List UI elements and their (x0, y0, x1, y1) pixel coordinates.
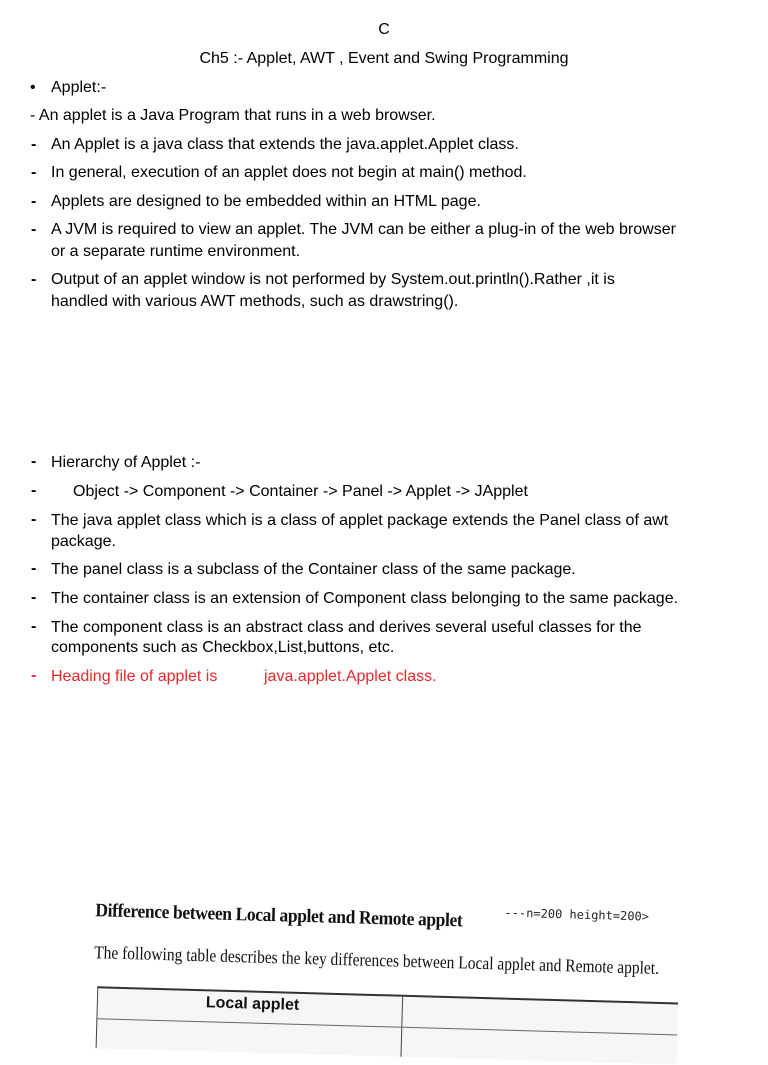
photo-sentence: The following table describes the key differences between Local applet and Remote applet. (93, 942, 660, 978)
dash-icon: - (31, 618, 37, 635)
hierarchy-point-cont: package. (51, 533, 116, 550)
dash-icon: - (31, 511, 37, 528)
comparison-table (96, 986, 679, 1064)
textbook-photo (86, 890, 690, 1047)
dash-icon: - (31, 193, 37, 210)
dash-icon: - (31, 667, 37, 684)
applet-point: Output of an applet window is not performed by System.out.println().Rather ,it is (51, 271, 615, 288)
hierarchy-point: The java applet class which is a class of applet package extends the Panel class of awt (51, 512, 669, 529)
applet-point: A JVM is required to view an applet. The JVM can be either a plug-in of the web browser (51, 221, 676, 238)
table-row-line (97, 1018, 677, 1035)
hierarchy-chain: Object -> Component -> Container -> Panel -> Applet -> JApplet (73, 483, 528, 500)
applet-point-cont: or a separate runtime environment. (51, 243, 301, 260)
chapter-title: Ch5 :- Applet, AWT , Event and Swing Programming (199, 50, 569, 67)
highlight-value: java.applet.Applet class. (264, 668, 437, 685)
dash-icon: - (31, 136, 37, 153)
dash-icon: - (31, 560, 37, 577)
section-heading-hierarchy: Hierarchy of Applet :- (51, 454, 201, 471)
photo-heading: Difference between Local applet and Remote applet (95, 900, 463, 932)
applet-point: An Applet is a java class that extends the java.applet.Applet class. (51, 136, 519, 153)
hierarchy-point: The panel class is a subclass of the Container class of the same package. (51, 561, 576, 578)
applet-point: Applets are designed to be embedded within an HTML page. (51, 193, 481, 210)
dash-icon: - (31, 221, 37, 238)
hierarchy-point: The container class is an extension of Component class belonging to the same package. (51, 590, 679, 607)
dash-icon: - (31, 589, 37, 606)
dash-icon: - (31, 482, 37, 499)
highlight-label: Heading file of applet is (51, 668, 218, 685)
applet-point: In general, execution of an applet does not begin at main() method. (51, 164, 527, 181)
dash-icon: - (31, 271, 37, 288)
applet-point-cont: handled with various AWT methods, such as drawstring(). (51, 293, 459, 310)
bullet-icon: • (30, 79, 36, 96)
dash-icon: - (31, 453, 37, 470)
section-heading-applet: Applet:- (51, 79, 107, 96)
table-header-local-applet: Local applet (205, 994, 300, 1014)
hierarchy-point: The component class is an abstract class and derives several useful classes for the (51, 619, 642, 636)
intro-line: - An applet is a Java Program that runs in a web browser. (30, 107, 436, 124)
code-fragment: ---n=200 height=200> (504, 905, 650, 924)
dash-icon: - (31, 164, 37, 181)
hierarchy-point-cont: components such as Checkbox,List,buttons, etc. (51, 639, 395, 656)
top-letter: C (378, 21, 390, 38)
